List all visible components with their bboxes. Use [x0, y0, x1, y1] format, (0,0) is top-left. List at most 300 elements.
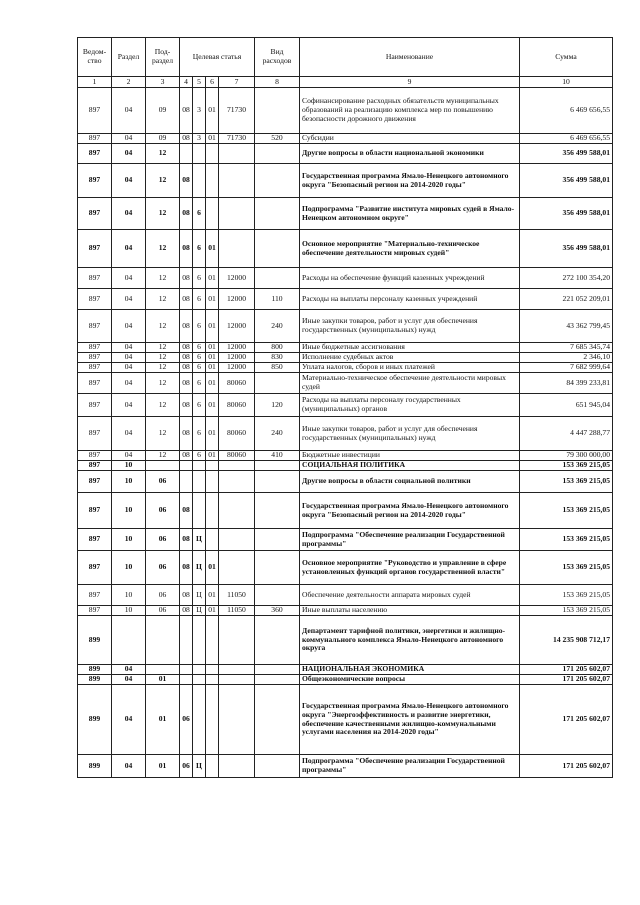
activity-code-cell: 01: [206, 343, 219, 353]
vedomstvo-cell: 897: [78, 493, 112, 529]
sum-cell: 7 685 345,74: [520, 343, 613, 353]
activity-code-cell: 01: [206, 451, 219, 461]
name-cell: Уплата налогов, сборов и иных платежей: [300, 363, 520, 373]
expense-type-cell: [255, 675, 300, 685]
razdel-cell: 04: [112, 268, 146, 289]
activity-code-cell: [206, 144, 219, 164]
table-row: [78, 471, 613, 493]
table-row: [78, 343, 613, 353]
podrazdel-cell: 12: [146, 268, 180, 289]
program-code-cell: 08: [180, 289, 193, 310]
podrazdel-cell: 12: [146, 198, 180, 230]
program-code-cell: 08: [180, 310, 193, 343]
expense-type-cell: [255, 755, 300, 778]
table-row: [78, 461, 613, 471]
direction-code-cell: 80060: [219, 373, 255, 394]
direction-code-cell: 12000: [219, 363, 255, 373]
direction-code-cell: [219, 144, 255, 164]
sum-cell: 221 052 209,01: [520, 289, 613, 310]
podrazdel-cell: 12: [146, 451, 180, 461]
vedomstvo-cell: 899: [78, 665, 112, 675]
program-code-cell: 08: [180, 394, 193, 417]
activity-code-cell: [206, 164, 219, 198]
name-cell: Основное мероприятие "Материально-техническое обеспечение деятельности мировых судей": [300, 230, 520, 268]
direction-code-cell: [219, 493, 255, 529]
podrazdel-cell: 06: [146, 585, 180, 606]
column-number-row: [78, 77, 613, 88]
direction-code-cell: [219, 665, 255, 675]
razdel-cell: [112, 616, 146, 665]
name-cell: Софинансирование расходных обязательств муниципальных образований на реализацию комплекса мер по повышению безопасности дорожного движения: [300, 88, 520, 134]
name-cell: Подпрограмма "Обеспечение реализации Государственной программы": [300, 529, 520, 551]
vedomstvo-cell: 899: [78, 755, 112, 778]
table-row: [78, 616, 613, 665]
sum-cell: 356 499 588,01: [520, 144, 613, 164]
expense-type-cell: [255, 585, 300, 606]
podrazdel-cell: 06: [146, 529, 180, 551]
podrazdel-cell: 06: [146, 551, 180, 585]
expense-type-cell: [255, 616, 300, 665]
activity-code-cell: 01: [206, 134, 219, 144]
activity-code-cell: 01: [206, 373, 219, 394]
expense-type-cell: 850: [255, 363, 300, 373]
direction-code-cell: [219, 164, 255, 198]
activity-code-cell: 01: [206, 353, 219, 363]
sum-cell: 6 469 656,55: [520, 88, 613, 134]
header-podrazdel: Под-раздел: [146, 38, 180, 77]
razdel-cell: 10: [112, 471, 146, 493]
expense-type-cell: 120: [255, 394, 300, 417]
activity-code-cell: [206, 529, 219, 551]
column-number: 2: [112, 77, 146, 88]
table-row: [78, 493, 613, 529]
subprogram-code-cell: 6: [193, 363, 206, 373]
activity-code-cell: 01: [206, 363, 219, 373]
razdel-cell: 10: [112, 606, 146, 616]
podrazdel-cell: 12: [146, 164, 180, 198]
direction-code-cell: 12000: [219, 289, 255, 310]
sum-cell: 356 499 588,01: [520, 230, 613, 268]
column-number: 6: [206, 77, 219, 88]
subprogram-code-cell: [193, 164, 206, 198]
sum-cell: 6 469 656,55: [520, 134, 613, 144]
direction-code-cell: 71730: [219, 88, 255, 134]
column-number: 10: [520, 77, 613, 88]
direction-code-cell: [219, 529, 255, 551]
subprogram-code-cell: 6: [193, 343, 206, 353]
podrazdel-cell: 12: [146, 289, 180, 310]
subprogram-code-cell: [193, 665, 206, 675]
direction-code-cell: 12000: [219, 268, 255, 289]
activity-code-cell: [206, 675, 219, 685]
razdel-cell: 04: [112, 343, 146, 353]
direction-code-cell: [219, 198, 255, 230]
expense-type-cell: 240: [255, 310, 300, 343]
name-cell: Общеэкономические вопросы: [300, 675, 520, 685]
podrazdel-cell: 12: [146, 363, 180, 373]
name-cell: Основное мероприятие "Руководство и управление в сфере установленных функций органов государственной власти": [300, 551, 520, 585]
sum-cell: 84 399 233,81: [520, 373, 613, 394]
razdel-cell: 04: [112, 665, 146, 675]
table-row: [78, 551, 613, 585]
table-row: [78, 665, 613, 675]
table-row: [78, 134, 613, 144]
activity-code-cell: 01: [206, 417, 219, 451]
expense-type-cell: 520: [255, 134, 300, 144]
vedomstvo-cell: 897: [78, 289, 112, 310]
table-row: [78, 268, 613, 289]
header-razdel: Раздел: [112, 38, 146, 77]
subprogram-code-cell: [193, 685, 206, 755]
table-row: [78, 685, 613, 755]
program-code-cell: [180, 471, 193, 493]
sum-cell: 153 369 215,05: [520, 606, 613, 616]
vedomstvo-cell: 897: [78, 230, 112, 268]
vedomstvo-cell: 897: [78, 144, 112, 164]
name-cell: Иные закупки товаров, работ и услуг для обеспечения государственных (муниципальных) нужд: [300, 417, 520, 451]
sum-cell: 272 100 354,20: [520, 268, 613, 289]
razdel-cell: 10: [112, 529, 146, 551]
sum-cell: 171 205 602,07: [520, 675, 613, 685]
subprogram-code-cell: 6: [193, 268, 206, 289]
header-expense-type: Вид расходов: [255, 38, 300, 77]
subprogram-code-cell: Ц: [193, 585, 206, 606]
vedomstvo-cell: 897: [78, 343, 112, 353]
direction-code-cell: 80060: [219, 417, 255, 451]
direction-code-cell: 80060: [219, 394, 255, 417]
name-cell: Бюджетные инвестиции: [300, 451, 520, 461]
name-cell: Расходы на выплаты персоналу казенных учреждений: [300, 289, 520, 310]
direction-code-cell: [219, 471, 255, 493]
activity-code-cell: [206, 471, 219, 493]
podrazdel-cell: 09: [146, 134, 180, 144]
expense-type-cell: [255, 88, 300, 134]
podrazdel-cell: 12: [146, 343, 180, 353]
table-row: [78, 417, 613, 451]
activity-code-cell: 01: [206, 606, 219, 616]
podrazdel-cell: [146, 616, 180, 665]
program-code-cell: 08: [180, 451, 193, 461]
expense-type-cell: 110: [255, 289, 300, 310]
program-code-cell: [180, 675, 193, 685]
expense-type-cell: [255, 144, 300, 164]
expense-type-cell: [255, 529, 300, 551]
program-code-cell: 08: [180, 493, 193, 529]
table-row: [78, 164, 613, 198]
name-cell: Государственная программа Ямало-Ненецкого автономного округа "Безопасный регион на 2014-2020 годы": [300, 493, 520, 529]
column-number: 7: [219, 77, 255, 88]
vedomstvo-cell: 897: [78, 606, 112, 616]
razdel-cell: 04: [112, 417, 146, 451]
expense-type-cell: 800: [255, 343, 300, 353]
name-cell: Другие вопросы в области социальной политики: [300, 471, 520, 493]
table-row: [78, 451, 613, 461]
podrazdel-cell: 06: [146, 471, 180, 493]
podrazdel-cell: [146, 665, 180, 675]
direction-code-cell: [219, 616, 255, 665]
subprogram-code-cell: [193, 461, 206, 471]
subprogram-code-cell: [193, 493, 206, 529]
podrazdel-cell: 01: [146, 685, 180, 755]
expense-type-cell: [255, 164, 300, 198]
expense-type-cell: 830: [255, 353, 300, 363]
program-code-cell: 08: [180, 198, 193, 230]
activity-code-cell: [206, 461, 219, 471]
subprogram-code-cell: Ц: [193, 755, 206, 778]
name-cell: Иные бюджетные ассигнования: [300, 343, 520, 353]
razdel-cell: 04: [112, 675, 146, 685]
razdel-cell: 10: [112, 585, 146, 606]
vedomstvo-cell: 897: [78, 394, 112, 417]
expense-type-cell: [255, 461, 300, 471]
name-cell: Расходы на обеспечение функций казенных учреждений: [300, 268, 520, 289]
program-code-cell: 06: [180, 685, 193, 755]
podrazdel-cell: 01: [146, 675, 180, 685]
subprogram-code-cell: [193, 616, 206, 665]
table-row: [78, 585, 613, 606]
vedomstvo-cell: 897: [78, 363, 112, 373]
table-row: [78, 353, 613, 363]
budget-table: [77, 37, 613, 778]
subprogram-code-cell: 6: [193, 289, 206, 310]
direction-code-cell: 12000: [219, 310, 255, 343]
activity-code-cell: 01: [206, 551, 219, 585]
razdel-cell: 04: [112, 685, 146, 755]
subprogram-code-cell: 6: [193, 451, 206, 461]
direction-code-cell: [219, 551, 255, 585]
sum-cell: 153 369 215,05: [520, 529, 613, 551]
expense-type-cell: [255, 471, 300, 493]
subprogram-code-cell: 3: [193, 134, 206, 144]
vedomstvo-cell: 899: [78, 675, 112, 685]
activity-code-cell: 01: [206, 268, 219, 289]
header-target-article: Целевая статья: [180, 38, 255, 77]
podrazdel-cell: 12: [146, 310, 180, 343]
column-number: 8: [255, 77, 300, 88]
name-cell: Другие вопросы в области национальной экономики: [300, 144, 520, 164]
subprogram-code-cell: 6: [193, 373, 206, 394]
vedomstvo-cell: 897: [78, 451, 112, 461]
activity-code-cell: [206, 616, 219, 665]
direction-code-cell: 12000: [219, 343, 255, 353]
podrazdel-cell: 06: [146, 606, 180, 616]
direction-code-cell: 71730: [219, 134, 255, 144]
activity-code-cell: 01: [206, 394, 219, 417]
vedomstvo-cell: 897: [78, 529, 112, 551]
vedomstvo-cell: 897: [78, 268, 112, 289]
table-row: [78, 198, 613, 230]
activity-code-cell: [206, 685, 219, 755]
sum-cell: 4 447 288,77: [520, 417, 613, 451]
vedomstvo-cell: 897: [78, 134, 112, 144]
subprogram-code-cell: 6: [193, 310, 206, 343]
program-code-cell: 08: [180, 353, 193, 363]
razdel-cell: 04: [112, 144, 146, 164]
sum-cell: 651 945,04: [520, 394, 613, 417]
activity-code-cell: [206, 665, 219, 675]
table-row: [78, 289, 613, 310]
subprogram-code-cell: Ц: [193, 606, 206, 616]
expense-type-cell: [255, 493, 300, 529]
name-cell: Материально-техническое обеспечение деятельности мировых судей: [300, 373, 520, 394]
direction-code-cell: [219, 230, 255, 268]
program-code-cell: 08: [180, 529, 193, 551]
name-cell: Субсидии: [300, 134, 520, 144]
name-cell: Иные закупки товаров, работ и услуг для обеспечения государственных (муниципальных) нужд: [300, 310, 520, 343]
expense-type-cell: [255, 665, 300, 675]
expense-type-cell: [255, 551, 300, 585]
podrazdel-cell: 12: [146, 353, 180, 363]
podrazdel-cell: 12: [146, 394, 180, 417]
program-code-cell: 08: [180, 230, 193, 268]
podrazdel-cell: 12: [146, 417, 180, 451]
name-cell: НАЦИОНАЛЬНАЯ ЭКОНОМИКА: [300, 665, 520, 675]
program-code-cell: 08: [180, 585, 193, 606]
expense-type-cell: 410: [255, 451, 300, 461]
table-body: [78, 88, 613, 778]
header-name: Наименование: [300, 38, 520, 77]
direction-code-cell: [219, 675, 255, 685]
column-number: 3: [146, 77, 180, 88]
direction-code-cell: 12000: [219, 353, 255, 363]
expense-type-cell: [255, 198, 300, 230]
direction-code-cell: 11050: [219, 585, 255, 606]
vedomstvo-cell: 897: [78, 310, 112, 343]
sum-cell: 171 205 602,07: [520, 755, 613, 778]
direction-code-cell: [219, 461, 255, 471]
sum-cell: 356 499 588,01: [520, 164, 613, 198]
vedomstvo-cell: 897: [78, 585, 112, 606]
name-cell: Государственная программа Ямало-Ненецкого автономного округа "Энергоэффективность и развитие энергетики, обеспечение качественными жилищно-коммунальными услугами населения на 2014-2020 годы": [300, 685, 520, 755]
vedomstvo-cell: 897: [78, 198, 112, 230]
name-cell: СОЦИАЛЬНАЯ ПОЛИТИКА: [300, 461, 520, 471]
podrazdel-cell: 06: [146, 493, 180, 529]
sum-cell: 153 369 215,05: [520, 493, 613, 529]
table-row: [78, 230, 613, 268]
subprogram-code-cell: 6: [193, 353, 206, 363]
name-cell: Расходы на выплаты персоналу государственных (муниципальных) органов: [300, 394, 520, 417]
activity-code-cell: 01: [206, 289, 219, 310]
razdel-cell: 04: [112, 198, 146, 230]
table-row: [78, 675, 613, 685]
table-row: [78, 606, 613, 616]
subprogram-code-cell: [193, 675, 206, 685]
document-page: [77, 37, 612, 778]
razdel-cell: 04: [112, 134, 146, 144]
podrazdel-cell: [146, 461, 180, 471]
name-cell: Департамент тарифной политики, энергетики и жилищно-коммунального комплекса Ямало-Ненецкого автономного округа: [300, 616, 520, 665]
razdel-cell: 04: [112, 164, 146, 198]
program-code-cell: 08: [180, 343, 193, 353]
subprogram-code-cell: Ц: [193, 529, 206, 551]
header-sum: Сумма: [520, 38, 613, 77]
column-number: 9: [300, 77, 520, 88]
expense-type-cell: 240: [255, 417, 300, 451]
sum-cell: 153 369 215,05: [520, 471, 613, 493]
expense-type-cell: 360: [255, 606, 300, 616]
sum-cell: 153 369 215,05: [520, 461, 613, 471]
expense-type-cell: [255, 268, 300, 289]
vedomstvo-cell: 897: [78, 471, 112, 493]
table-header: [78, 38, 613, 88]
podrazdel-cell: 12: [146, 144, 180, 164]
program-code-cell: 08: [180, 164, 193, 198]
vedomstvo-cell: 899: [78, 685, 112, 755]
subprogram-code-cell: [193, 144, 206, 164]
sum-cell: 79 300 000,00: [520, 451, 613, 461]
razdel-cell: 04: [112, 353, 146, 363]
vedomstvo-cell: 897: [78, 417, 112, 451]
podrazdel-cell: 12: [146, 230, 180, 268]
program-code-cell: [180, 616, 193, 665]
activity-code-cell: [206, 755, 219, 778]
sum-cell: 2 346,10: [520, 353, 613, 363]
program-code-cell: 08: [180, 363, 193, 373]
table-row: [78, 529, 613, 551]
table-row: [78, 310, 613, 343]
podrazdel-cell: 12: [146, 373, 180, 394]
razdel-cell: 04: [112, 230, 146, 268]
activity-code-cell: 01: [206, 310, 219, 343]
program-code-cell: [180, 461, 193, 471]
vedomstvo-cell: 897: [78, 164, 112, 198]
subprogram-code-cell: 6: [193, 417, 206, 451]
activity-code-cell: [206, 493, 219, 529]
podrazdel-cell: 09: [146, 88, 180, 134]
name-cell: Государственная программа Ямало-Ненецкого автономного округа "Безопасный регион на 2014-2020 годы": [300, 164, 520, 198]
direction-code-cell: [219, 755, 255, 778]
program-code-cell: 08: [180, 417, 193, 451]
header-vedomstvo: Ведом-ство: [78, 38, 112, 77]
program-code-cell: 06: [180, 755, 193, 778]
column-number: 5: [193, 77, 206, 88]
direction-code-cell: 80060: [219, 451, 255, 461]
program-code-cell: 08: [180, 606, 193, 616]
table-row: [78, 394, 613, 417]
sum-cell: 7 682 999,64: [520, 363, 613, 373]
table-row: [78, 373, 613, 394]
table-row: [78, 88, 613, 134]
program-code-cell: [180, 665, 193, 675]
column-number: 4: [180, 77, 193, 88]
activity-code-cell: 01: [206, 88, 219, 134]
razdel-cell: 04: [112, 310, 146, 343]
sum-cell: 43 362 799,45: [520, 310, 613, 343]
razdel-cell: 04: [112, 394, 146, 417]
razdel-cell: 04: [112, 755, 146, 778]
sum-cell: 171 205 602,07: [520, 685, 613, 755]
subprogram-code-cell: 3: [193, 88, 206, 134]
table-row: [78, 144, 613, 164]
sum-cell: 153 369 215,05: [520, 585, 613, 606]
direction-code-cell: [219, 685, 255, 755]
expense-type-cell: [255, 230, 300, 268]
name-cell: Исполнение судебных актов: [300, 353, 520, 363]
program-code-cell: 08: [180, 373, 193, 394]
column-number: 1: [78, 77, 112, 88]
subprogram-code-cell: Ц: [193, 551, 206, 585]
razdel-cell: 04: [112, 289, 146, 310]
razdel-cell: 04: [112, 363, 146, 373]
razdel-cell: 10: [112, 551, 146, 585]
subprogram-code-cell: 6: [193, 394, 206, 417]
vedomstvo-cell: 897: [78, 373, 112, 394]
program-code-cell: 08: [180, 88, 193, 134]
table-row: [78, 363, 613, 373]
subprogram-code-cell: 6: [193, 230, 206, 268]
direction-code-cell: 11050: [219, 606, 255, 616]
subprogram-code-cell: 6: [193, 198, 206, 230]
